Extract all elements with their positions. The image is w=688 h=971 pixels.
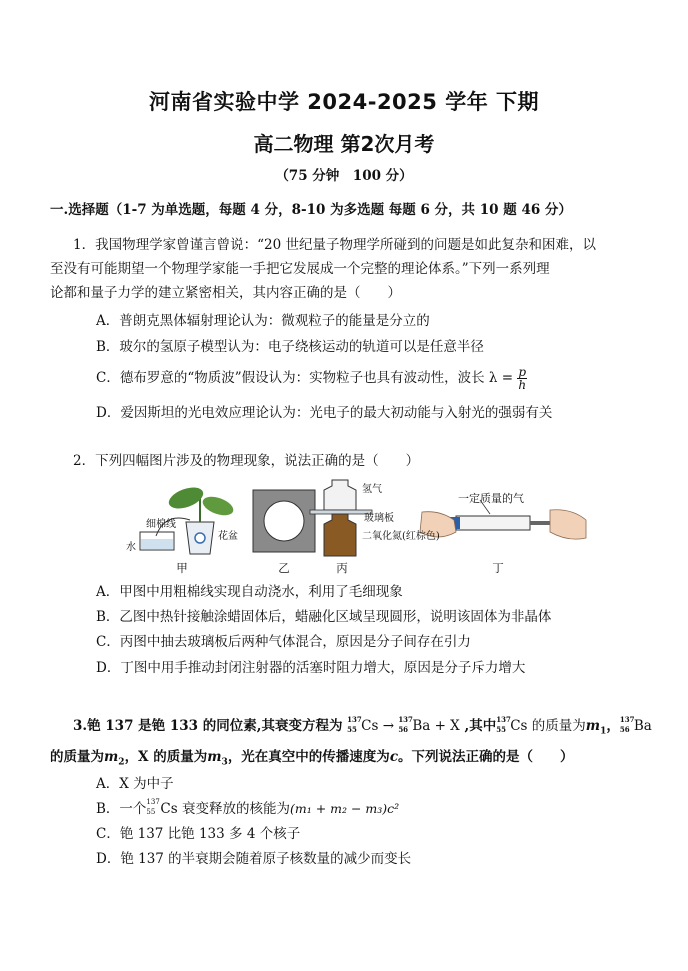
q1-option-c	[96, 366, 527, 391]
q1-option-d: D．爱因斯坦的光电效应理论认为：光电子的最大初动能与入射光的强弱有关	[96, 405, 553, 421]
mass-m1-subscript: 1	[600, 726, 607, 737]
q3-option-b-text: Cs 衰变释放的核能为	[160, 801, 290, 817]
q1-option-a: A．普朗克黑体辐射理论认为：微观粒子的能量是分立的	[96, 313, 430, 329]
q3-option-a: A．X 为中子	[96, 776, 174, 792]
caption-yi: 乙	[278, 561, 290, 575]
exam-meta: （75 分钟 100 分）	[275, 168, 413, 184]
fraction-denominator: h	[518, 378, 527, 392]
wavelength-fraction	[517, 366, 527, 391]
fraction-numerator: p	[518, 365, 527, 379]
mass-m2-subscript: 2	[118, 757, 125, 768]
cs-mass-number: 137	[347, 715, 362, 724]
section-heading: 一.选择题（1-7 为单选题，每题 4 分，8-10 为多选题 每题 6 分，共 10 题 46 分）	[50, 202, 572, 218]
exam-subtitle: 高二物理 第2次月考	[253, 132, 435, 156]
label-rope: 细棉线	[146, 519, 176, 530]
q3-text-5: Ba	[633, 718, 652, 734]
q2-option-a: A．甲图中用粗棉线实现自动浇水，利用了毛细现象	[96, 584, 403, 600]
q1-line2: 至没有可能期望一个物理学家能一手把它发展成一个完整的理论体系。”下列一系列理	[50, 261, 550, 277]
q3-text-3: Cs 的质量为	[510, 718, 586, 734]
q3-line2-d: 。下列说法正确的是（ ）	[398, 749, 574, 765]
q3-option-c: C．铯 137 比铯 133 多 4 个核子	[96, 826, 301, 842]
q3-text-4: ，	[606, 718, 620, 734]
isotope-ba-2	[620, 717, 634, 733]
cs-mass-number: 137	[496, 715, 511, 724]
isotope-ba-1	[398, 717, 412, 733]
isotope-cs-2	[496, 717, 510, 733]
ba-atomic-number: 56	[619, 725, 630, 734]
q2-figure	[120, 472, 590, 572]
caption-bing: 丙	[336, 561, 348, 575]
label-hydrogen: 氢气	[362, 484, 382, 495]
q3-line2-c: ，光在真空中的传播速度为	[227, 749, 390, 765]
cs-atomic-number: 55	[347, 725, 357, 734]
q3-line2	[50, 745, 574, 768]
label-pot: 花盆	[218, 531, 238, 542]
q2-option-c: C．丙图中抽去玻璃板后两种气体混合，原因是分子间存在引力	[96, 634, 471, 650]
figure-yi	[253, 490, 315, 552]
q1-option-b: B．玻尔的氢原子模型认为：电子绕核运动的轨道可以是任意半径	[96, 339, 484, 355]
isotope-cs-1	[347, 717, 361, 733]
q2-option-d: D．丁图中用手推动封闭注射器的活塞时阻力增大，原因是分子斥力增大	[96, 660, 526, 676]
label-glass-plate: 玻璃板	[364, 513, 394, 524]
caption-ding: 丁	[492, 561, 504, 575]
label-no2: 二氧化氮(红棕色)	[362, 531, 440, 542]
q3-text-2: ,其中	[459, 718, 497, 734]
q1-option-c-text: C．德布罗意的“物质波”假设认为：实物粒子也具有波动性，波长 λ =	[96, 370, 514, 386]
cs-atomic-number: 55	[146, 808, 156, 816]
mass-m2: m	[104, 749, 119, 765]
isotope-cs-3	[146, 800, 160, 816]
q2-option-b: B．乙图中热针接触涂蜡固体后，蜡融化区域呈现圆形，说明该固体为非晶体	[96, 609, 552, 625]
q3-equation-cs: Cs →	[361, 718, 399, 734]
label-gas: 一定质量的气	[458, 492, 524, 505]
label-water: 水	[126, 542, 136, 553]
ba-mass-number: 137	[398, 715, 413, 724]
cs-mass-number: 137	[146, 798, 160, 806]
mass-m3-subscript: 3	[221, 757, 228, 768]
caption-jia: 甲	[176, 561, 188, 575]
q3-equation-ba: Ba + X	[412, 718, 460, 734]
q1-line3: 论都和量子力学的建立紧密相关，其内容正确的是（ ）	[50, 285, 401, 301]
mass-m1: m	[585, 718, 601, 734]
q1-line1: 1．我国物理学家曾谨言曾说：“20 世纪量子物理学所碰到的问题是如此复杂和困难，以	[73, 237, 596, 253]
q3-option-b-prefix: B．一个	[96, 801, 147, 817]
exam-title: 河南省实验中学 2024-2025 学年 下期	[148, 90, 540, 114]
cs-atomic-number: 55	[496, 725, 506, 734]
speed-of-light-symbol: c	[389, 749, 399, 765]
q3-option-d: D．铯 137 的半衰期会随着原子核数量的减少而变长	[96, 851, 412, 867]
q3-line2-a: 的质量为	[50, 749, 104, 765]
ba-mass-number: 137	[619, 715, 635, 724]
q2-stem: 2．下列四幅图片涉及的物理现象，说法正确的是（ ）	[73, 453, 420, 469]
mass-m3: m	[207, 749, 222, 765]
ba-atomic-number: 56	[398, 725, 409, 734]
q3-intro: 3.铯 137 是铯 133 的同位素,其衰变方程为	[73, 718, 343, 734]
q3-option-b-formula: (m₁ + m₂ − m₃)c²	[289, 801, 400, 816]
q3-line1	[73, 714, 652, 737]
q3-line2-b: ，X 的质量为	[124, 749, 208, 765]
q3-option-b	[96, 797, 399, 817]
